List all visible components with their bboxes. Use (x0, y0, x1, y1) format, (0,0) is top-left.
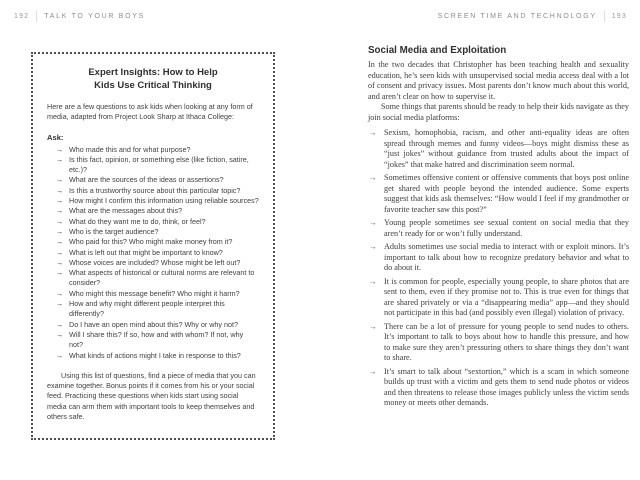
list-item (47, 289, 259, 299)
list-item (368, 322, 629, 364)
arrow-bullet-icon: → (56, 237, 64, 247)
question-text: What kinds of actions might I take in response to this? (69, 350, 241, 360)
list-item (47, 217, 259, 227)
section-paragraph: Some things that parents should be ready to help their kids navigate as they join social media platforms: (368, 102, 629, 122)
question-text: Is this a trustworthy source about this particular topic? (69, 185, 241, 195)
arrow-bullet-icon: → (56, 319, 64, 329)
expert-insights-box (31, 52, 275, 440)
box-title-line2: Kids Use Critical Thinking (94, 79, 212, 91)
arrow-bullet-icon: → (369, 321, 377, 331)
question-text: How might I confirm this information using reliable sources? (69, 196, 259, 206)
list-item (47, 145, 259, 155)
list-item (47, 206, 259, 216)
list-item (368, 173, 629, 215)
list-item (47, 258, 259, 268)
bullet-text: It’s smart to talk about “sextortion,” which is a scam in which someone builds up trust with a victim and gets them to send nude photos or videos and then threatens to release those images publicly unless the victim sends money or meets other demands. (384, 366, 629, 407)
box-intro: Here are a few questions to ask kids when looking at any form of media, adapted from Project Look Sharp at Ithaca College: (47, 102, 253, 122)
header-divider (604, 11, 605, 22)
arrow-bullet-icon: → (56, 268, 64, 278)
arrow-bullet-icon: → (56, 247, 64, 257)
arrow-bullet-icon: → (56, 257, 64, 267)
list-item (47, 268, 259, 289)
bullet-text: It is common for people, especially young people, to share photos that are sent to them, even if they promise not to. This is true even for things that are shared privately or via a “disappearing media” app—and they should not participate in this bad (and possibly even illegal) violation of privacy. (384, 276, 629, 317)
arrow-bullet-icon: → (56, 206, 64, 216)
arrow-bullet-icon: → (369, 218, 377, 227)
question-text: Do I have an open mind about this? Why or why not? (69, 319, 239, 329)
arrow-bullet-icon: → (369, 128, 377, 137)
box-title (47, 67, 259, 92)
question-text: What aspects of historical or cultural norms are relevant to consider? (69, 268, 255, 288)
box-closing-paragraph: Using this list of questions, find a piece of media that you can examine together. Bonus points if it comes from his or your social feed. Practicing these questions when kids start using social media can arm them with important tools to keep themselves and others safe. (47, 370, 256, 422)
box-title-line1: Expert Insights: How to Help (88, 67, 218, 78)
left-page-number: 192 (14, 13, 30, 20)
questions-list (47, 145, 259, 361)
right-page-number: 193 (611, 13, 627, 20)
list-item (47, 330, 259, 351)
arrow-bullet-icon: → (56, 196, 64, 206)
section-paragraph: In the two decades that Christopher has been teaching health and sexuality education, he’s seen kids with unsupervised social media access deal with a lot of consent and privacy issues. Most parents don’t know much about this world, and aren’t clear on how to supervise it. (368, 60, 629, 101)
right-running-title: SCREEN TIME AND TECHNOLOGY (437, 13, 597, 20)
list-item (47, 248, 259, 258)
arrow-bullet-icon: → (56, 350, 64, 360)
arrow-bullet-icon: → (369, 276, 377, 286)
social-media-section (368, 45, 629, 412)
question-text: Whose voices are included? Whose might be left out? (69, 257, 241, 267)
arrow-bullet-icon: → (56, 154, 64, 164)
question-text: What are the sources of the ideas or assertions? (69, 175, 224, 185)
left-running-title: TALK TO YOUR BOYS (44, 13, 146, 20)
list-item (47, 227, 259, 237)
ask-label: Ask: (47, 132, 64, 142)
question-text: Who paid for this? Who might make money from it? (69, 237, 233, 247)
list-item (47, 186, 259, 196)
list-item (368, 128, 629, 170)
arrow-bullet-icon: → (369, 242, 377, 251)
question-text: What do they want me to do, think, or feel? (69, 216, 206, 226)
arrow-bullet-icon: → (56, 288, 64, 298)
bullet-text: Sometimes offensive content or offensive comments that boys post online get shared with people beyond the intended audience. Some experts suggest that kids ask themselves: “How would I feel if my grandmother or favorite teacher saw this post?” (384, 173, 629, 214)
list-item (47, 155, 259, 176)
list-item (47, 237, 259, 247)
arrow-bullet-icon: → (56, 299, 64, 309)
question-text: Who made this and for what purpose? (69, 144, 191, 154)
arrow-bullet-icon: → (56, 226, 64, 236)
right-running-head (438, 11, 627, 22)
question-text: Who might this message benefit? Who might it harm? (69, 288, 240, 298)
arrow-bullet-icon: → (56, 175, 64, 185)
arrow-bullet-icon: → (56, 216, 64, 226)
list-item (368, 218, 629, 239)
list-item (47, 299, 259, 320)
arrow-bullet-icon: → (56, 144, 64, 154)
bullet-text: Sexism, homophobia, racism, and other anti-equality ideas are often spread through memes and funny videos—boys might dismiss these as “just jokes” without guidance from trusted adults about the impact of “jokes” that make hatred and discrimination seem normal. (384, 128, 629, 169)
list-item (47, 175, 259, 185)
question-text: Will I share this? If so, how and with whom? If not, why not? (69, 329, 244, 350)
left-running-head (14, 11, 145, 22)
bullet-text: There can be a lot of pressure for young people to send nudes to others. It’s important to talk to boys about how to handle this pressure, and how to make sure they aren’t pressuring others to share things they don’t want to share. (384, 321, 629, 362)
question-text: How and why might different people interpret this differently? (69, 299, 225, 319)
question-text: Is this fact, opinion, or something else (like fiction, satire, etc.)? (69, 154, 249, 175)
arrow-bullet-icon: → (369, 366, 377, 376)
list-item (368, 242, 629, 274)
arrow-bullet-icon: → (369, 173, 377, 182)
bullet-text: Young people sometimes see sexual content on social media that they aren’t ready for or won’t fully understand. (384, 218, 629, 238)
list-item (368, 367, 629, 409)
section-heading: Social Media and Exploitation (368, 45, 507, 56)
list-item (47, 351, 259, 361)
list-item (368, 277, 629, 319)
question-text: Who is the target audience? (69, 226, 159, 236)
bullet-text: Adults sometimes use social media to interact with or exploit minors. It’s important to talk about how to recognize predatory behavior and what to do about it. (384, 242, 629, 272)
list-item (47, 196, 259, 206)
question-text: What are the messages about this? (69, 206, 183, 216)
list-item (47, 320, 259, 330)
arrow-bullet-icon: → (56, 185, 64, 195)
header-divider (36, 11, 37, 22)
arrow-bullet-icon: → (56, 329, 64, 339)
question-text: What is left out that might be important to know? (69, 247, 223, 257)
bullet-list (368, 128, 629, 409)
